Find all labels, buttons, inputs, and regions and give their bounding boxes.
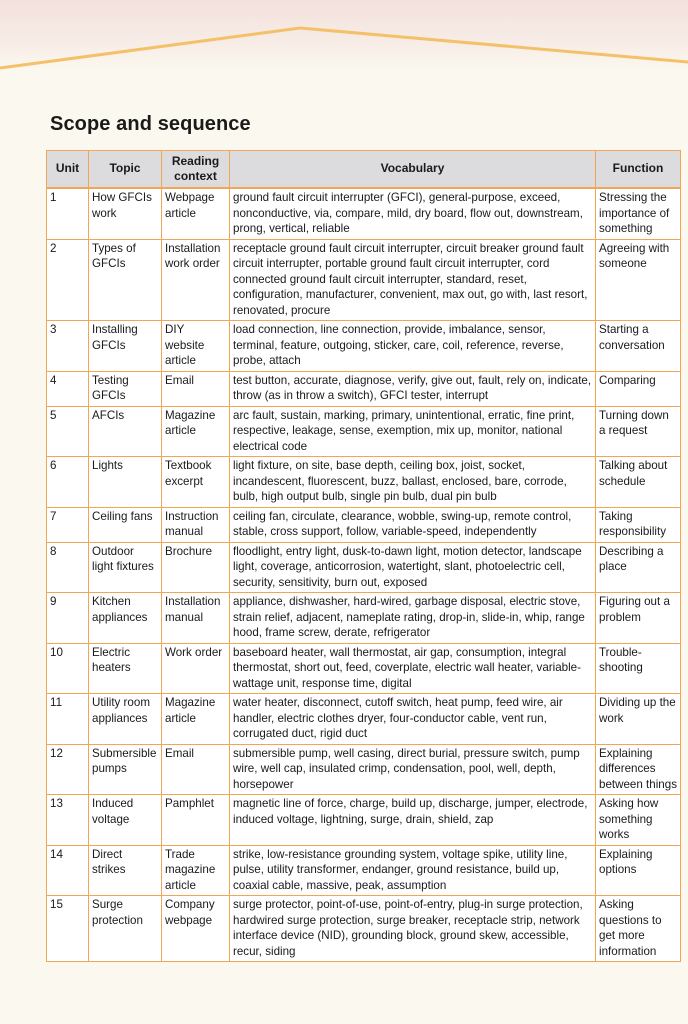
header-decoration [0, 0, 688, 70]
reading-cell: Installation work order [162, 239, 230, 321]
vocabulary-cell: strike, low-resistance grounding system, voltage spike, utility line, pulse, utility transformer, endanger, ground resistance, build up, coaxial cable, massive, peak, assumption [230, 845, 596, 896]
topic-cell: Electric heaters [89, 643, 162, 694]
topic-cell: How GFCIs work [89, 188, 162, 239]
vocabulary-cell: submersible pump, well casing, direct burial, pressure switch, pump wire, well cap, insulated crimp, condensation, pool, well, depth, horsepower [230, 744, 596, 795]
topic-cell: AFCIs [89, 406, 162, 457]
unit-cell: 4 [47, 371, 89, 406]
reading-cell: Magazine article [162, 406, 230, 457]
header-vocabulary: Vocabulary [230, 151, 596, 189]
function-cell: Comparing [596, 371, 681, 406]
topic-cell: Installing GFCIs [89, 321, 162, 372]
table-row [47, 896, 681, 962]
function-cell: Dividing up the work [596, 694, 681, 745]
vocabulary-cell: surge protector, point-of-use, point-of-entry, plug-in surge protection, hardwired surge protection, surge breaker, receptacle strip, network interface device (NID), grounding block, ground skew, accessible, recur, siding [230, 896, 596, 962]
function-cell: Agreeing with someone [596, 239, 681, 321]
reading-cell: Installation manual [162, 593, 230, 644]
table-row [47, 507, 681, 542]
vocabulary-cell: ceiling fan, circulate, clearance, wobble, swing-up, remote control, stable, cross support, follow, variable-speed, independently [230, 507, 596, 542]
table-row [47, 845, 681, 896]
table-row [47, 694, 681, 745]
topic-cell: Testing GFCIs [89, 371, 162, 406]
table-row [47, 795, 681, 846]
vocabulary-cell: receptacle ground fault circuit interrupter, circuit breaker ground fault circuit interrupter, portable ground fault circuit interrupter, cord connected ground fault circuit interrupter, standard, reset, configuration, manufacturer, convenient, max out, go with, last resort, renovated, procure [230, 239, 596, 321]
reading-cell: Email [162, 744, 230, 795]
reading-cell: Magazine article [162, 694, 230, 745]
reading-cell: DIY website article [162, 321, 230, 372]
vocabulary-cell: baseboard heater, wall thermostat, air gap, consumption, integral thermostat, short out, feed, coverplate, electric wall heater, variable-wattage unit, response time, digital [230, 643, 596, 694]
topic-cell: Direct strikes [89, 845, 162, 896]
function-cell: Talking about schedule [596, 457, 681, 508]
reading-cell: Pamphlet [162, 795, 230, 846]
function-cell: Trouble-shooting [596, 643, 681, 694]
function-cell: Describing a place [596, 542, 681, 593]
reading-cell: Brochure [162, 542, 230, 593]
reading-cell: Company webpage [162, 896, 230, 962]
table-row [47, 542, 681, 593]
unit-cell: 10 [47, 643, 89, 694]
table-row [47, 188, 681, 239]
table-row [47, 643, 681, 694]
topic-cell: Outdoor light fixtures [89, 542, 162, 593]
unit-cell: 15 [47, 896, 89, 962]
reading-cell: Textbook excerpt [162, 457, 230, 508]
table-header-row [47, 151, 681, 189]
unit-cell: 2 [47, 239, 89, 321]
vocabulary-cell: light fixture, on site, base depth, ceiling box, joist, socket, incandescent, fluorescent, buzz, ballast, enclosed, bare, corrode, bulb, high output bulb, single pin bulb, dual pin bulb [230, 457, 596, 508]
table-row [47, 239, 681, 321]
reading-cell: Email [162, 371, 230, 406]
header-topic: Topic [89, 151, 162, 189]
vocabulary-cell: water heater, disconnect, cutoff switch, heat pump, feed wire, air handler, electric clothes dryer, four-conductor cable, vent run, corrugated duct, rigid duct [230, 694, 596, 745]
unit-cell: 1 [47, 188, 89, 239]
unit-cell: 13 [47, 795, 89, 846]
table-row [47, 321, 681, 372]
unit-cell: 8 [47, 542, 89, 593]
table-row [47, 406, 681, 457]
vocabulary-cell: load connection, line connection, provide, imbalance, sensor, terminal, feature, outgoing, sticker, care, coil, reference, reverse, probe, attach [230, 321, 596, 372]
function-cell: Explaining options [596, 845, 681, 896]
unit-cell: 9 [47, 593, 89, 644]
topic-cell: Induced voltage [89, 795, 162, 846]
vocabulary-cell: test button, accurate, diagnose, verify, give out, fault, rely on, indicate, throw (as in throw a switch), GFCI tester, interrupt [230, 371, 596, 406]
unit-cell: 14 [47, 845, 89, 896]
function-cell: Asking how something works [596, 795, 681, 846]
function-cell: Starting a conversation [596, 321, 681, 372]
vocabulary-cell: magnetic line of force, charge, build up, discharge, jumper, electrode, induced voltage, lightning, surge, drain, shield, zap [230, 795, 596, 846]
function-cell: Explaining differences between things [596, 744, 681, 795]
unit-cell: 11 [47, 694, 89, 745]
vocabulary-cell: floodlight, entry light, dusk-to-dawn light, motion detector, landscape light, coverage, anticorrosion, watertight, slant, photoelectric cell, security, sensitivity, burn out, exposed [230, 542, 596, 593]
topic-cell: Kitchen appliances [89, 593, 162, 644]
topic-cell: Surge protection [89, 896, 162, 962]
page-title: Scope and sequence [50, 113, 251, 135]
topic-cell: Types of GFCIs [89, 239, 162, 321]
function-cell: Taking responsibility [596, 507, 681, 542]
topic-cell: Lights [89, 457, 162, 508]
table-row [47, 371, 681, 406]
topic-cell: Submersible pumps [89, 744, 162, 795]
function-cell: Turning down a request [596, 406, 681, 457]
header-unit: Unit [47, 151, 89, 189]
unit-cell: 12 [47, 744, 89, 795]
reading-cell: Instruction manual [162, 507, 230, 542]
function-cell: Figuring out a problem [596, 593, 681, 644]
scope-sequence-table [46, 150, 681, 962]
unit-cell: 5 [47, 406, 89, 457]
reading-cell: Webpage article [162, 188, 230, 239]
header-band [0, 0, 688, 70]
function-cell: Stressing the importance of something [596, 188, 681, 239]
vocabulary-cell: arc fault, sustain, marking, primary, unintentional, erratic, fine print, respective, leakage, sense, exemption, mix up, monitor, national electrical code [230, 406, 596, 457]
reading-cell: Work order [162, 643, 230, 694]
function-cell: Asking questions to get more information [596, 896, 681, 962]
vocabulary-cell: appliance, dishwasher, hard-wired, garbage disposal, electric stove, strain relief, adjacent, nameplate rating, drop-in, slide-in, whip, range hood, frame screw, derate, refrigerator [230, 593, 596, 644]
topic-cell: Ceiling fans [89, 507, 162, 542]
unit-cell: 7 [47, 507, 89, 542]
topic-cell: Utility room appliances [89, 694, 162, 745]
vocabulary-cell: ground fault circuit interrupter (GFCI), general-purpose, exceed, nonconductive, via, compare, mild, dry board, flow out, downstream, prong, vertical, reliable [230, 188, 596, 239]
header-reading-context: Reading context [162, 151, 230, 189]
header-function: Function [596, 151, 681, 189]
table-row [47, 457, 681, 508]
unit-cell: 3 [47, 321, 89, 372]
unit-cell: 6 [47, 457, 89, 508]
table-row [47, 744, 681, 795]
reading-cell: Trade magazine article [162, 845, 230, 896]
table-row [47, 593, 681, 644]
